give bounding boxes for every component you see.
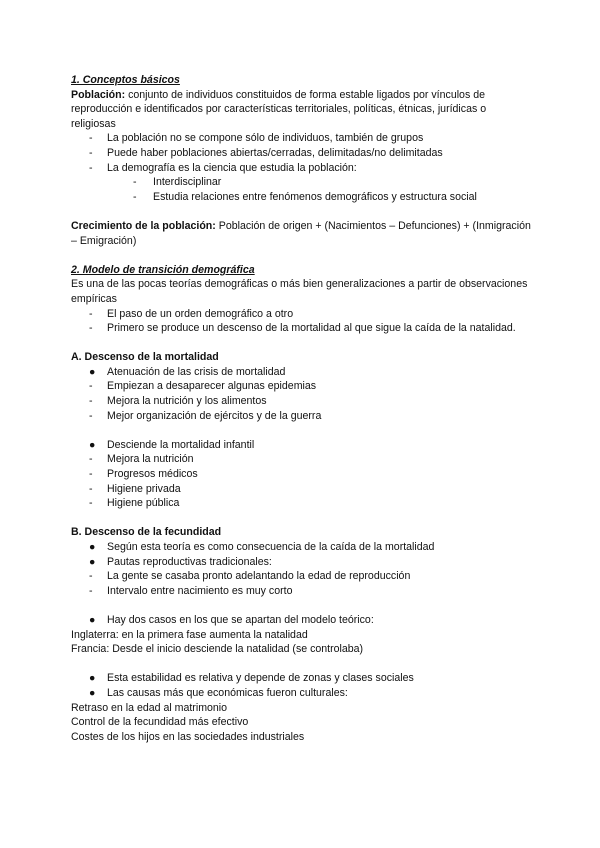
list-item: ● Atenuación de las crisis de mortalidad — [89, 365, 286, 378]
causa-line: Control de la fecundidad más efectivo — [71, 716, 249, 729]
list-item: - Mejor organización de ejércitos y de la guerra — [89, 409, 322, 422]
list-item: ● Según esta teoría es como consecuencia de la caída de la mortalidad — [89, 541, 435, 553]
document-page — [71, 73, 531, 744]
list-item: - Higiene pública — [89, 497, 180, 510]
list-item: - Mejora la nutrición — [89, 453, 194, 466]
list-item: - Progresos médicos — [89, 468, 198, 481]
poblacion-text: conjunto de individuos constituidos de forma estable ligados por vínculos de reproducción e identificados por características territoriales, políticas, étnicas, jurídicas o religiosas — [71, 88, 487, 130]
list-item: ● Pautas reproductivas tradicionales: — [89, 555, 272, 568]
list-item: - Higiene privada — [89, 482, 181, 495]
list-item: - Empiezan a desaparecer algunas epidemias — [89, 380, 317, 393]
causa-line: Retraso en la edad al matrimonio — [71, 701, 228, 714]
section-a-heading: A. Descenso de la mortalidad — [71, 351, 219, 364]
list-item: - Mejora la nutrición y los alimentos — [89, 395, 267, 408]
section-2-heading: 2. Modelo de transición demográfica — [71, 263, 255, 276]
crecimiento-label: Crecimiento de la población: — [71, 219, 216, 232]
list-item: - La demografía es la ciencia que estudia la población: — [89, 161, 357, 174]
sub-list-item: - Estudia relaciones entre fenómenos demográficos y estructura social — [133, 190, 477, 203]
section-b-heading: B. Descenso de la fecundidad — [71, 526, 222, 539]
poblacion-definition — [71, 88, 531, 132]
list-item: - El paso de un orden demográfico a otro — [89, 307, 294, 320]
crecimiento-formula — [71, 219, 531, 248]
list-item: ● Esta estabilidad es relativa y depende de zonas y clases sociales — [89, 672, 414, 685]
list-item: - Intervalo entre nacimiento es muy corto — [89, 584, 293, 597]
list-item: ● Desciende la mortalidad infantil — [89, 438, 255, 451]
list-item: - La población no se compone sólo de individuos, también de grupos — [89, 132, 424, 145]
list-item: - Puede haber poblaciones abiertas/cerradas, delimitadas/no delimitadas — [89, 146, 443, 159]
crecimiento-text: Población de origen + (Nacimientos – Defunciones) + (Inmigración – Emigración) — [71, 219, 531, 247]
sub-list-item: - Interdisciplinar — [133, 176, 222, 189]
section-2-intro: Es una de las pocas teorías demográficas o más bien generalizaciones a partir de observaciones empíricas — [71, 278, 528, 305]
section-1-heading: 1. Conceptos básicos — [71, 74, 180, 86]
caso-line: Francia: Desde el inicio desciende la natalidad (se controlaba) — [71, 643, 364, 656]
list-item: ● Hay dos casos en los que se apartan del modelo teórico: — [89, 613, 374, 626]
causa-line: Costes de los hijos en las sociedades industriales — [71, 730, 305, 743]
list-item: - La gente se casaba pronto adelantando la edad de reproducción — [89, 570, 411, 583]
list-item: - Primero se produce un descenso de la mortalidad al que sigue la caída de la natalidad. — [89, 322, 516, 335]
caso-line: Inglaterra: en la primera fase aumenta la natalidad — [71, 628, 308, 641]
list-item: ● Las causas más que económicas fueron culturales: — [89, 686, 348, 699]
poblacion-label: Población: — [71, 88, 126, 101]
